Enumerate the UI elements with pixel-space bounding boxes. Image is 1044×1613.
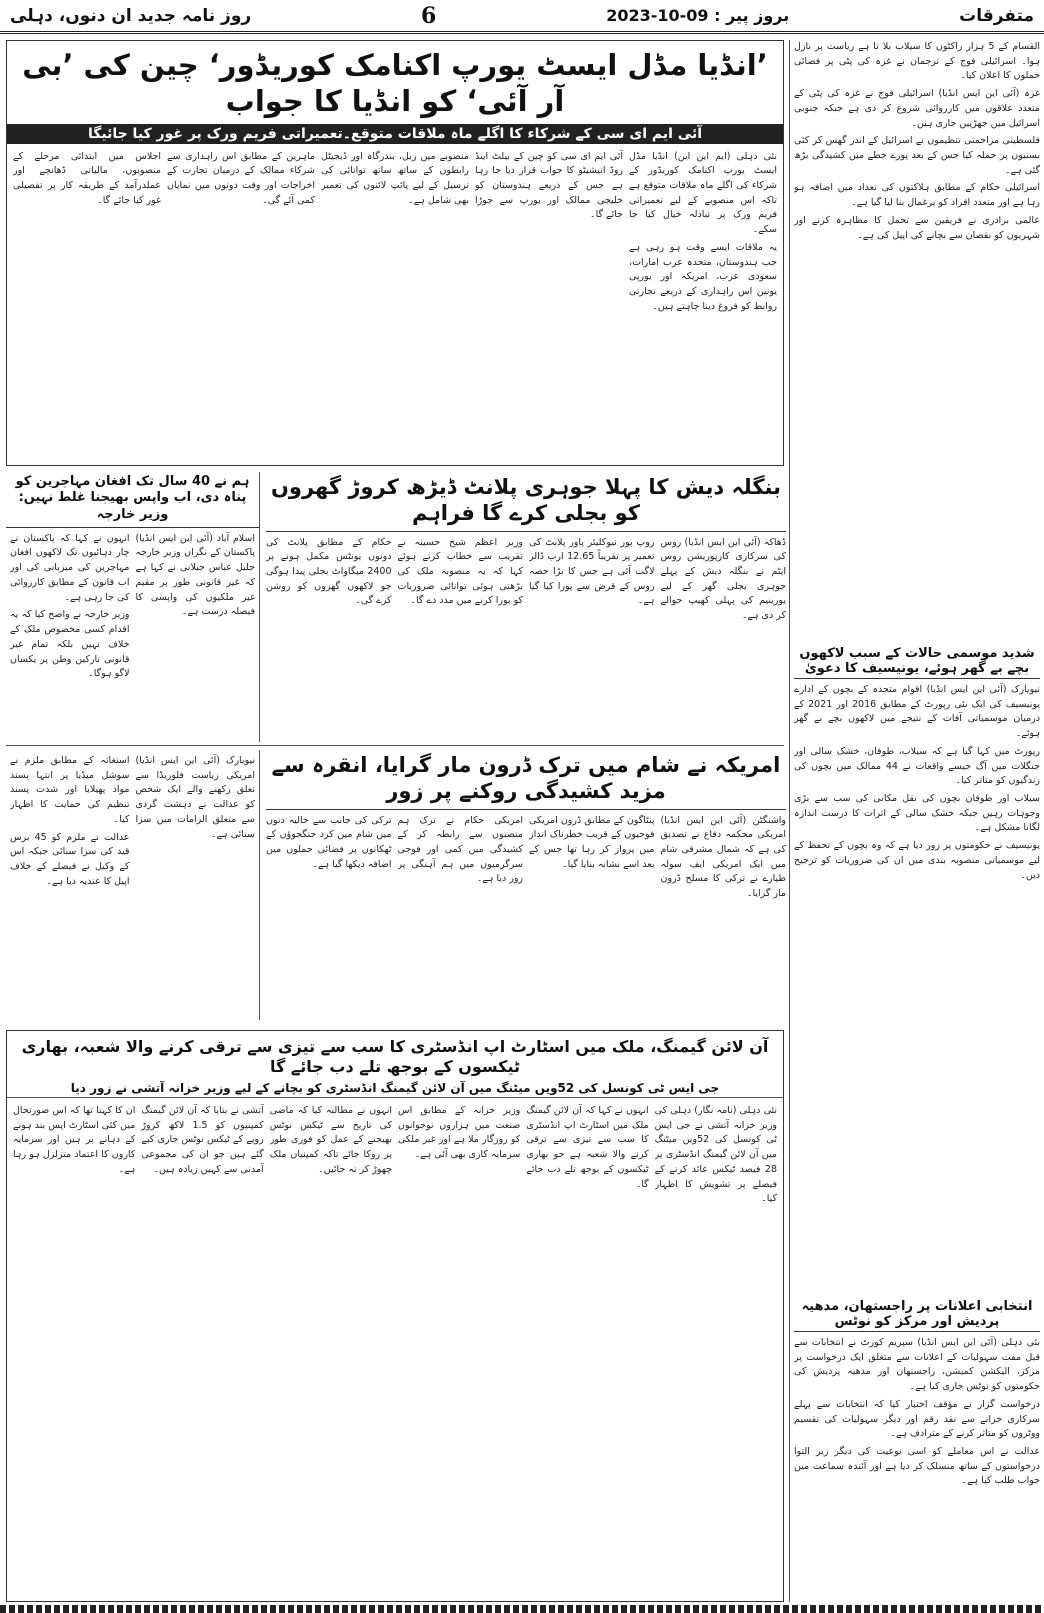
syria-headline: امریکہ نے شام میں ترک ڈرون مار گرایا، انقرہ سے مزید کشیدگی روکنے پر زور xyxy=(266,750,786,810)
syria-paragraph: واشنگٹن (آئی این ایس انڈیا) امریکی محکمہ دفاع نے تصدیق کی ہے کہ شمال مشرقی شام میں ایک امریکی ایف سولہ طیارے نے ترکی کا مسلح ڈرون مار گرایا۔ xyxy=(660,814,786,900)
election-headline: انتخابی اعلانات پر راجستھان، مدھیہ پردیش اور مرکز کو نوٹس xyxy=(794,1297,1040,1332)
section-title: متفرقات xyxy=(959,5,1034,26)
sidebar-paragraph: غزہ (آئی این ایس انڈیا) اسرائیلی فوج نے غزہ کی پٹی کے متعدد علاقوں میں کارروائی شروع کر دی ہے جبکہ جنوبی اسرائیل میں جھڑپیں جاری ہیں۔ xyxy=(794,88,1040,129)
syria-paragraph: امریکی حکام نے ترک ہم منصبوں سے رابطہ کر کے کشیدگی میں کمی اور فوجی سرگرمیوں میں ہم آہنگی پر زور دیا ہے۔ xyxy=(397,814,523,885)
lead-headline: ’انڈیا مڈل ایسٹ یورپ اکنامک کوریڈور‘ چین کی ’بی آر آئی‘ کو انڈیا کا جواب xyxy=(22,48,768,119)
bangladesh-paragraph: روپ پور نیوکلیئر پاور پلانٹ کی تعمیر پر تقریباً 12.65 ارب ڈالر لاگت آئی ہے جس کا بڑا حصہ روس کے قرض سے پورا کیا گیا ہے۔ xyxy=(529,536,655,607)
election-paragraph: درخواست گزار نے مؤقف اختیار کیا کہ انتخابات سے پہلے سرکاری خزانے سے نقد رقم اور دیگر سہولیات کی تقسیم ووٹروں کو متاثر کرنے کے مترادف ہے۔ xyxy=(794,1398,1040,1440)
sidebar-divider xyxy=(789,40,790,1602)
climate-paragraph: نیویارک (آئی این ایس انڈیا) اقوام متحدہ کے بچوں کے ادارے یونیسیف کی ایک نئی رپورٹ کے مطابق 2016 اور 2021 کے درمیان موسمیاتی آفات کے نتیجے میں لاکھوں بچے بے گھر ہوئے۔ xyxy=(794,684,1040,740)
left-story-column xyxy=(136,754,256,1016)
election-paragraph: عدالت نے اس معاملے کو اسی نوعیت کی دیگر زیر التوا درخواستوں کے ساتھ منسلک کر دیا ہے اور آئندہ سماعت میں جواب طلب کیا ہے۔ xyxy=(794,1446,1040,1487)
election-paragraph: نئی دہلی (آئی این ایس انڈیا) سپریم کورٹ نے انتخابات سے قبل مفت سہولیات کے اعلانات سے متعلق ایک درخواست پر مرکز، الیکشن کمیشن، راجستھان اور مدھیہ پردیش کی حکومتوں کو نوٹس جاری کیا ہے۔ xyxy=(794,1337,1040,1393)
sidebar-election-text xyxy=(794,1336,1040,1596)
bangladesh-paragraph: حکام کے مطابق پلانٹ کی دونوں یونٹس مکمل ہونے پر 2400 میگاواٹ بجلی پیدا ہوگی جو لاکھوں گھروں کو روشن کرے گی۔ xyxy=(266,536,392,607)
syria-story xyxy=(266,750,786,1020)
section-divider xyxy=(6,745,784,746)
lead-column xyxy=(13,150,161,467)
masthead xyxy=(0,0,1044,34)
issue-date: بروز پیر : 09-10-2023 xyxy=(606,6,790,25)
afghan-story xyxy=(6,472,260,742)
bangladesh-paragraph: وزیر اعظم شیخ حسینہ نے تقریب سے خطاب کرتے ہوئے کہا کہ یہ منصوبہ ملک کی بڑھتی ہوئی توانائی ضروریات کو پورا کرنے میں مدد دے گا۔ xyxy=(397,536,523,607)
climate-headline: شدید موسمی حالات کے سبب لاکھوں بچے بے گھر ہوئے، یونیسیف کا دعویٰ xyxy=(794,644,1040,679)
gaming-column xyxy=(398,1104,520,1592)
syria-column xyxy=(398,814,524,1021)
gaming-paragraph: ان کا کہنا تھا کہ اس صورتحال میں کئی اسٹارٹ اپس بند ہونے کے دہانے پر ہیں اور سرمایہ کاروں کا اعتماد متزلزل ہو رہا ہے۔ xyxy=(13,1105,136,1175)
lead-story xyxy=(6,40,784,466)
left-story-paragraph: استغاثہ کے مطابق ملزم نے سوشل میڈیا پر انتہا پسند مواد پھیلایا اور شدت پسند تنظیم کی حمایت کا اظہار کیا۔ xyxy=(10,755,130,825)
afghan-paragraph: وزیر خارجہ نے واضح کیا کہ یہ اقدام کسی مخصوص ملک کے خلاف نہیں بلکہ تمام غیر قانونی تارکین وطن پر یکساں لاگو ہوگا۔ xyxy=(10,609,130,680)
gaming-paragraph: وزیر خزانہ کے مطابق اس صنعت میں ہزاروں نوجوانوں کو روزگار ملا ہے اور غیر ملکی سرمایہ کاری بھی آئی ہے۔ xyxy=(398,1105,521,1161)
sidebar xyxy=(794,40,1040,1602)
gaming-column xyxy=(270,1104,392,1592)
lead-column xyxy=(475,150,623,467)
bangladesh-story xyxy=(266,472,786,742)
lead-subheadline: آئی ایم ای سی کے شرکاء کا اگلے ماہ ملاقات متوقع۔تعمیراتی فریم ورک پر غور کیا جائیگا xyxy=(7,124,783,144)
gaming-subheadline: جی ایس ٹی کونسل کی 52ویں میٹنگ میں آن لائن گیمنگ انڈسٹری کو بچانے کے لیے وزیر خزانہ آتشی نے زور دیا xyxy=(7,1079,783,1098)
lead-paragraph: نئی دہلی (ایم این این) انڈیا مڈل ایسٹ یورپ اکنامک کوریڈور کے شرکاء کی اگلے ماہ ملاقات متوقع ہے تاکہ اس منصوبے کے لیے تعمیراتی فریم ورک پر تبادلہ خیال کیا جا سکے۔ xyxy=(629,150,777,236)
left-story-column xyxy=(10,754,130,1016)
gaming-story xyxy=(6,1030,784,1602)
lead-column xyxy=(629,150,777,467)
syria-column xyxy=(529,814,655,1021)
gaming-column xyxy=(13,1104,135,1592)
gaming-paragraph: آتشی نے بتایا کہ آن لائن گیمنگ کمپنیوں کو 1.5 لاکھ کروڑ روپے کے ٹیکس نوٹس جاری کیے گئے ہیں جو ان کی مجموعی آمدنی سے کہیں زیادہ ہیں۔ xyxy=(141,1105,264,1175)
footer-border xyxy=(0,1605,1044,1613)
lead-column xyxy=(167,150,315,467)
gaming-column xyxy=(526,1104,648,1592)
afghan-headline: ہم نے 40 سال تک افغان مہاجرین کو پناہ دی، اب واپس بھیجنا غلط نہیں: وزیر خارجہ xyxy=(6,472,259,528)
left-column-story xyxy=(6,750,260,1020)
sidebar-paragraph: القسام کے 5 ہزار راکٹوں کا سیلاب بلا تا ہے ریاست پر نازل ہوا۔ اسرائیلی فوج کے ترجمان نے غزہ کی پٹی پر فضائی حملوں کا اعلان کیا۔ xyxy=(794,41,1040,82)
bangladesh-column xyxy=(266,536,392,743)
lead-paragraph: ماہرین کے مطابق اس راہداری سے شرکاء ممالک کے درمیان تجارت کے اخراجات اور وقت دونوں میں نمایاں کمی آئے گی۔ xyxy=(167,150,315,206)
afghan-column xyxy=(10,532,130,742)
gaming-column xyxy=(655,1104,777,1592)
afghan-paragraph: اسلام آباد (آئی این ایس انڈیا) پاکستان کے نگراں وزیر خارجہ جلیل عباس جیلانی نے کہا ہے کہ غیر قانونی طور پر مقیم غیر ملکیوں کی واپسی کا فیصلہ درست ہے۔ xyxy=(135,532,255,618)
sidebar-paragraph: فلسطینی مزاحمتی تنظیموں نے اسرائیل کے اندر گھس کر کئی بستیوں پر حملہ کیا جس کے بعد پورے خطے میں کشیدگی بڑھ گئی ہے۔ xyxy=(794,135,1040,176)
climate-paragraph: سیلاب اور طوفان بچوں کی نقل مکانی کی سب سے بڑی وجوہات رہیں جبکہ خشک سالی کے اثرات کا درست اندازہ لگانا مشکل ہے۔ xyxy=(794,793,1040,834)
bangladesh-column xyxy=(529,536,655,743)
paper-name: روز نامہ جدید ان دنوں، دہلی xyxy=(10,6,252,26)
sidebar-gaza-text xyxy=(794,40,1040,640)
left-story-paragraph: عدالت نے ملزم کو 45 برس قید کی سزا سنائی جبکہ اس کے وکیل نے فیصلے کے خلاف اپیل کا عندیہ دیا ہے۔ xyxy=(10,831,130,887)
sidebar-paragraph: اسرائیلی حکام کے مطابق ہلاکتوں کی تعداد میں اضافہ ہو رہا ہے اور متعدد افراد کو یرغمال بنا لیا گیا ہے۔ xyxy=(794,182,1040,209)
lead-paragraph: اجلاس میں ابتدائی مرحلے کے منصوبوں، مالیاتی ڈھانچے اور عملدرآمد کے طریقہ کار پر تفصیلی غور کیا جائے گا۔ xyxy=(13,150,161,206)
afghan-column xyxy=(136,532,256,742)
bangladesh-column xyxy=(661,536,787,743)
gaming-column xyxy=(141,1104,263,1592)
lead-column xyxy=(321,150,469,467)
left-story-paragraph: نیویارک (آئی این ایس انڈیا) امریکی ریاست فلوریڈا سے تعلق رکھنے والے ایک شخص کو عدالت نے دہشت گردی سے متعلق الزامات میں سزا سنائی ہے۔ xyxy=(135,755,255,840)
afghan-paragraph: انہوں نے کہا کہ پاکستان نے چار دہائیوں تک لاکھوں افغان مہاجرین کی میزبانی کی اور اب قانون کے مطابق کارروائی کی جا رہی ہے۔ xyxy=(10,532,130,603)
bangladesh-headline: بنگلہ دیش کا پہلا جوہری پلانٹ ڈیڑھ کروڑ گھروں کو بجلی کرے گا فراہم xyxy=(266,472,786,532)
gaming-paragraph: انہوں نے مطالبہ کیا کہ ماضی کی تاریخ سے ٹیکس نوٹس بھیجنے کے عمل کو فوری طور پر روکا جائے تاکہ کمپنیاں ملک چھوڑ کر نہ جائیں۔ xyxy=(269,1105,393,1175)
gaming-paragraph: نئی دہلی (نامہ نگار) دہلی کی وزیر خزانہ آتشی نے جی ایس ٹی کونسل کی 52ویں میٹنگ میں آن لائن گیمنگ انڈسٹری پر 28 فیصد ٹیکس عائد کرنے کے فیصلے پر تشویش کا اظہار کیا۔ xyxy=(654,1105,777,1205)
syria-column xyxy=(661,814,787,1021)
syria-column xyxy=(266,814,392,1021)
lead-paragraph: آئی ایم ای سی کو چین کے بیلٹ اینڈ روڈ انیشیٹو کا جواب قرار دیا جا رہا ہے جس کے ذریعے ہندوستان کو خلیجی ممالک اور یورپ سے جوڑا جائے گا۔ xyxy=(475,150,623,221)
climate-paragraph: یونیسیف نے حکومتوں پر زور دیا ہے کہ وہ بچوں کے تحفظ کے لیے موسمیاتی منصوبہ بندی میں ان کی ضروریات کو ترجیح دیں۔ xyxy=(794,840,1040,881)
lead-paragraph: منصوبے میں ریل، بندرگاہ اور ڈیجیٹل رابطوں کے ساتھ ساتھ توانائی کی ترسیل کے لیے پائپ لائنوں کی تعمیر بھی شامل ہے۔ xyxy=(321,150,469,206)
sidebar-climate-text xyxy=(794,683,1040,1293)
syria-paragraph: پنٹاگون کے مطابق ڈرون امریکی فوجیوں کے قریب خطرناک انداز میں پرواز کر رہا تھا جس کے بعد اسے نشانہ بنایا گیا۔ xyxy=(529,814,655,870)
bangladesh-column xyxy=(398,536,524,743)
climate-paragraph: رپورٹ میں کہا گیا ہے کہ سیلاب، طوفان، خشک سالی اور جنگلات میں آگ جیسے واقعات نے 44 ممالک میں بچوں کی زندگیوں کو متاثر کیا۔ xyxy=(794,745,1040,787)
gaming-headline: آن لائن گیمنگ، ملک میں اسٹارٹ اپ انڈسٹری کا سب سے تیزی سے ترقی کرنے والا شعبہ، بھاری ٹیکسوں کے بوجھ تلے دب جائے گا xyxy=(21,1037,769,1076)
sidebar-paragraph: عالمی برادری نے فریقین سے تحمل کا مظاہرہ کرنے اور شہریوں کو نقصان سے بچانے کی اپیل کی ہے۔ xyxy=(794,214,1040,241)
syria-paragraph: ترکی کی جانب سے حالیہ دنوں میں شام میں کرد جنگجوؤں کے ٹھکانوں پر فضائی حملوں میں اضافہ دیکھا گیا ہے۔ xyxy=(266,814,392,870)
page-number: 6 xyxy=(421,2,437,29)
gaming-paragraph: انہوں نے کہا کہ آن لائن گیمنگ ملک میں اسٹارٹ اپ انڈسٹری کا سب سے تیزی سے ترقی کرنے والا شعبہ ہے جو بھاری ٹیکسوں کے بوجھ تلے دب جائے گا۔ xyxy=(526,1105,649,1190)
lead-paragraph: یہ ملاقات ایسے وقت ہو رہی ہے جب ہندوستان، متحدہ عرب امارات، سعودی عرب، امریکہ اور یورپی یونین اس راہداری کے ذریعے تجارتی روابط کو فروغ دینا چاہتے ہیں۔ xyxy=(629,241,777,312)
bangladesh-paragraph: ڈھاکہ (آئی این ایس انڈیا) روس کی سرکاری کارپوریشن روس ایٹم نے بنگلہ دیش کے پہلے جوہری بجلی گھر کے لیے یورینیم کی پہلی کھیپ حوالے کر دی ہے۔ xyxy=(660,536,786,622)
